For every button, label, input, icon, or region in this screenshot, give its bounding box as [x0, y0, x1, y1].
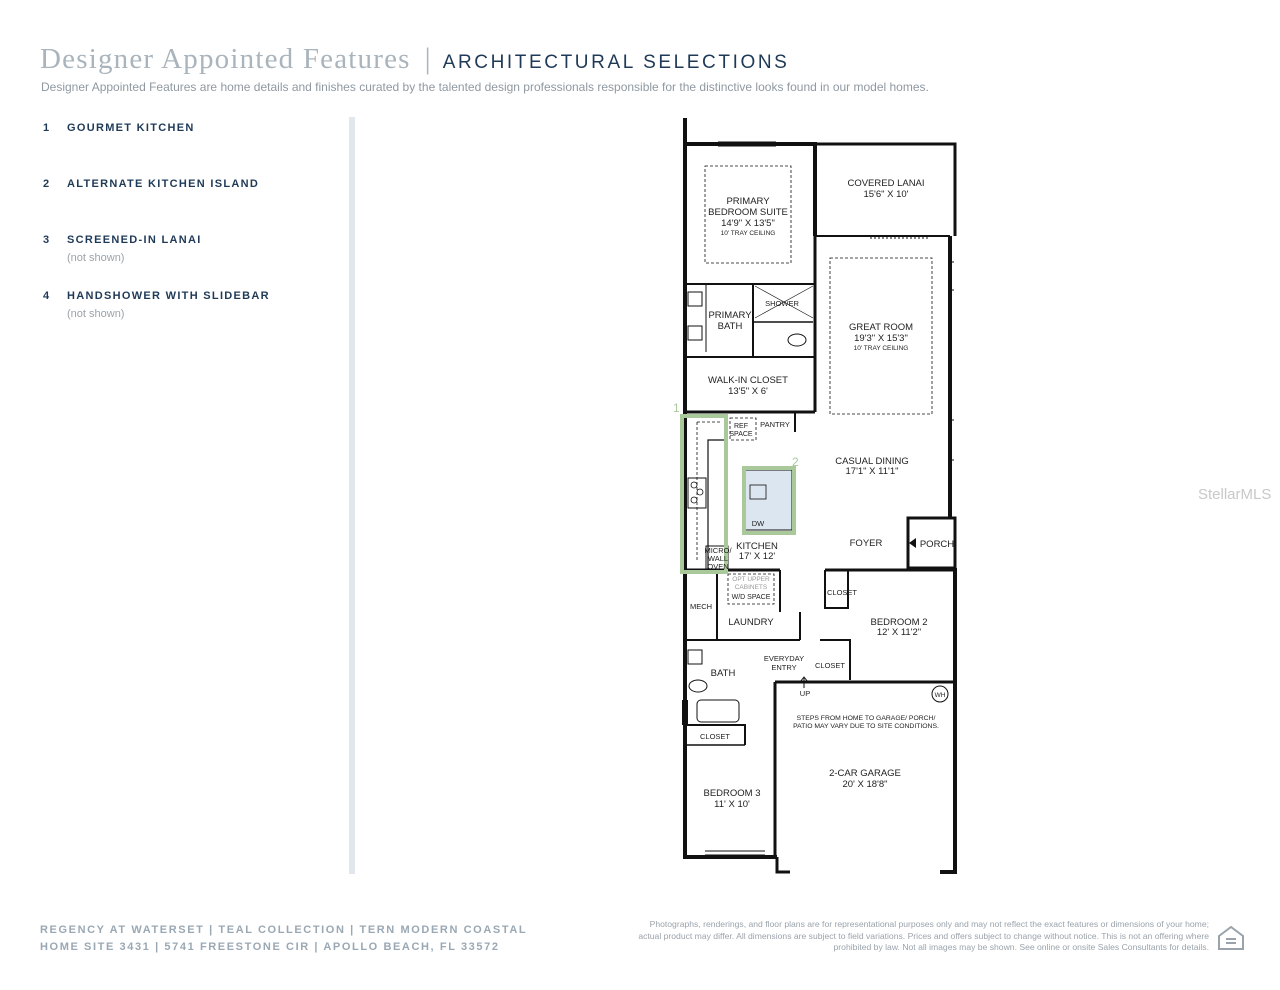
feature-name: HANDSHOWER WITH SLIDEBAR: [67, 290, 270, 302]
room-label: BATH: [717, 321, 743, 332]
page-header: [40, 42, 789, 76]
room-dimension: 13'5" X 6': [728, 386, 768, 397]
room-label: MECH: [689, 602, 713, 611]
page-title: Designer Appointed Features: [40, 43, 411, 75]
room-label: CABINETS: [734, 584, 768, 591]
room-label: REF: [734, 423, 748, 430]
section-subtitle: ARCHITECTURAL SELECTIONS: [442, 52, 790, 73]
room-label: WALK-IN CLOSET: [708, 375, 788, 386]
room-label: CLOSET: [814, 661, 846, 670]
room-dimension: 14'9" X 13'5": [721, 218, 775, 229]
room-label: BEDROOM 2: [870, 617, 928, 628]
equal-housing-icon: [1216, 923, 1246, 953]
footer-address: [40, 922, 527, 956]
room-dimension: 20' X 18'8": [842, 779, 888, 790]
callout-1: 1: [673, 401, 680, 415]
feature-note: (not shown): [67, 308, 125, 320]
room-label: CASUAL DINING: [835, 456, 909, 467]
feature-name: GOURMET KITCHEN: [67, 122, 195, 134]
room-labels: [690, 178, 954, 810]
room-label: BATH: [710, 668, 736, 679]
footer-line-2: HOME SITE 3431 | 5741 FREESTONE CIR | APOLLO BEACH, FL 33572: [40, 941, 500, 953]
room-label: CLOSET: [826, 588, 858, 597]
feature-name: SCREENED-IN LANAI: [67, 234, 202, 246]
plan-note: STEPS FROM HOME TO GARAGE/ PORCH/: [796, 715, 936, 722]
room-label: EVERYDAY: [763, 654, 805, 663]
feature-number: 3: [43, 234, 50, 246]
callout-2: 2: [792, 455, 799, 469]
room-label: OVEN: [707, 562, 729, 571]
room-label: KITCHEN: [736, 541, 778, 552]
room-label: COVERED LANAI: [847, 178, 925, 189]
room-label: LAUNDRY: [728, 617, 774, 628]
room-label: PRIMARY: [708, 310, 752, 321]
room-note: 10' TRAY CEILING: [853, 345, 909, 352]
room-label: BEDROOM 3: [703, 788, 761, 799]
room-label: MICRO/: [704, 546, 732, 555]
room-label: GREAT ROOM: [848, 322, 914, 333]
page-description: Designer Appointed Features are home details and finishes curated by the talented design professionals responsible for the distinctive looks found in our model homes.: [41, 80, 929, 94]
room-label: DW: [751, 519, 765, 528]
room-label: CLOSET: [699, 732, 731, 741]
room-label: 2-CAR GARAGE: [829, 768, 901, 779]
room-dimension: 15'6" X 10': [863, 189, 909, 200]
room-label: ENTRY: [771, 663, 797, 672]
legal-disclaimer: Photographs, renderings, and floor plans are for representational purposes only and may not reflect the exact features or dimensions of your home; actual product may differ. All dimensions are subject to field variations. Prices and offers subject to change without notice. This is not an offering where prohibited by law. Not all images may be shown. See online or onsite Sales Consultants for details.: [638, 919, 1209, 952]
watermark: StellarMLS: [1198, 486, 1272, 503]
room-dimension: 19'3" X 15'3": [854, 333, 908, 344]
room-label: UP: [799, 689, 811, 698]
footer-line-1: REGENCY AT WATERSET | TEAL COLLECTION | TERN MODERN COASTAL: [40, 924, 528, 936]
room-dimension: 17' X 12': [738, 551, 776, 562]
title-separator: |: [424, 42, 431, 75]
room-label: BEDROOM SUITE: [708, 207, 788, 218]
room-dimension: 17'1" X 11'1": [845, 466, 899, 477]
room-label: SHOWER: [765, 299, 799, 308]
floor-plan: [650, 110, 970, 880]
feature-number: 1: [43, 122, 50, 134]
room-label: WH: [934, 692, 946, 699]
room-label: PANTRY: [760, 420, 790, 429]
room-label: PRIMARY: [726, 196, 770, 207]
divider-bar: [349, 117, 355, 874]
feature-name: ALTERNATE KITCHEN ISLAND: [67, 178, 260, 190]
feature-number: 4: [43, 290, 50, 302]
room-label: WALL: [707, 554, 729, 563]
room-note: 10' TRAY CEILING: [720, 230, 776, 237]
feature-note: (not shown): [67, 252, 125, 264]
room-label: OPT UPPER: [732, 576, 770, 583]
room-label: W/D SPACE: [731, 594, 771, 601]
feature-number: 2: [43, 178, 50, 190]
room-label: PORCH: [919, 539, 955, 550]
room-label: FOYER: [849, 538, 883, 549]
plan-note: PATIO MAY VARY DUE TO SITE CONDITIONS.: [793, 723, 939, 730]
room-dimension: 12' X 11'2": [876, 627, 922, 638]
room-dimension: 11' X 10': [714, 799, 750, 810]
room-label: SPACE: [729, 431, 753, 438]
